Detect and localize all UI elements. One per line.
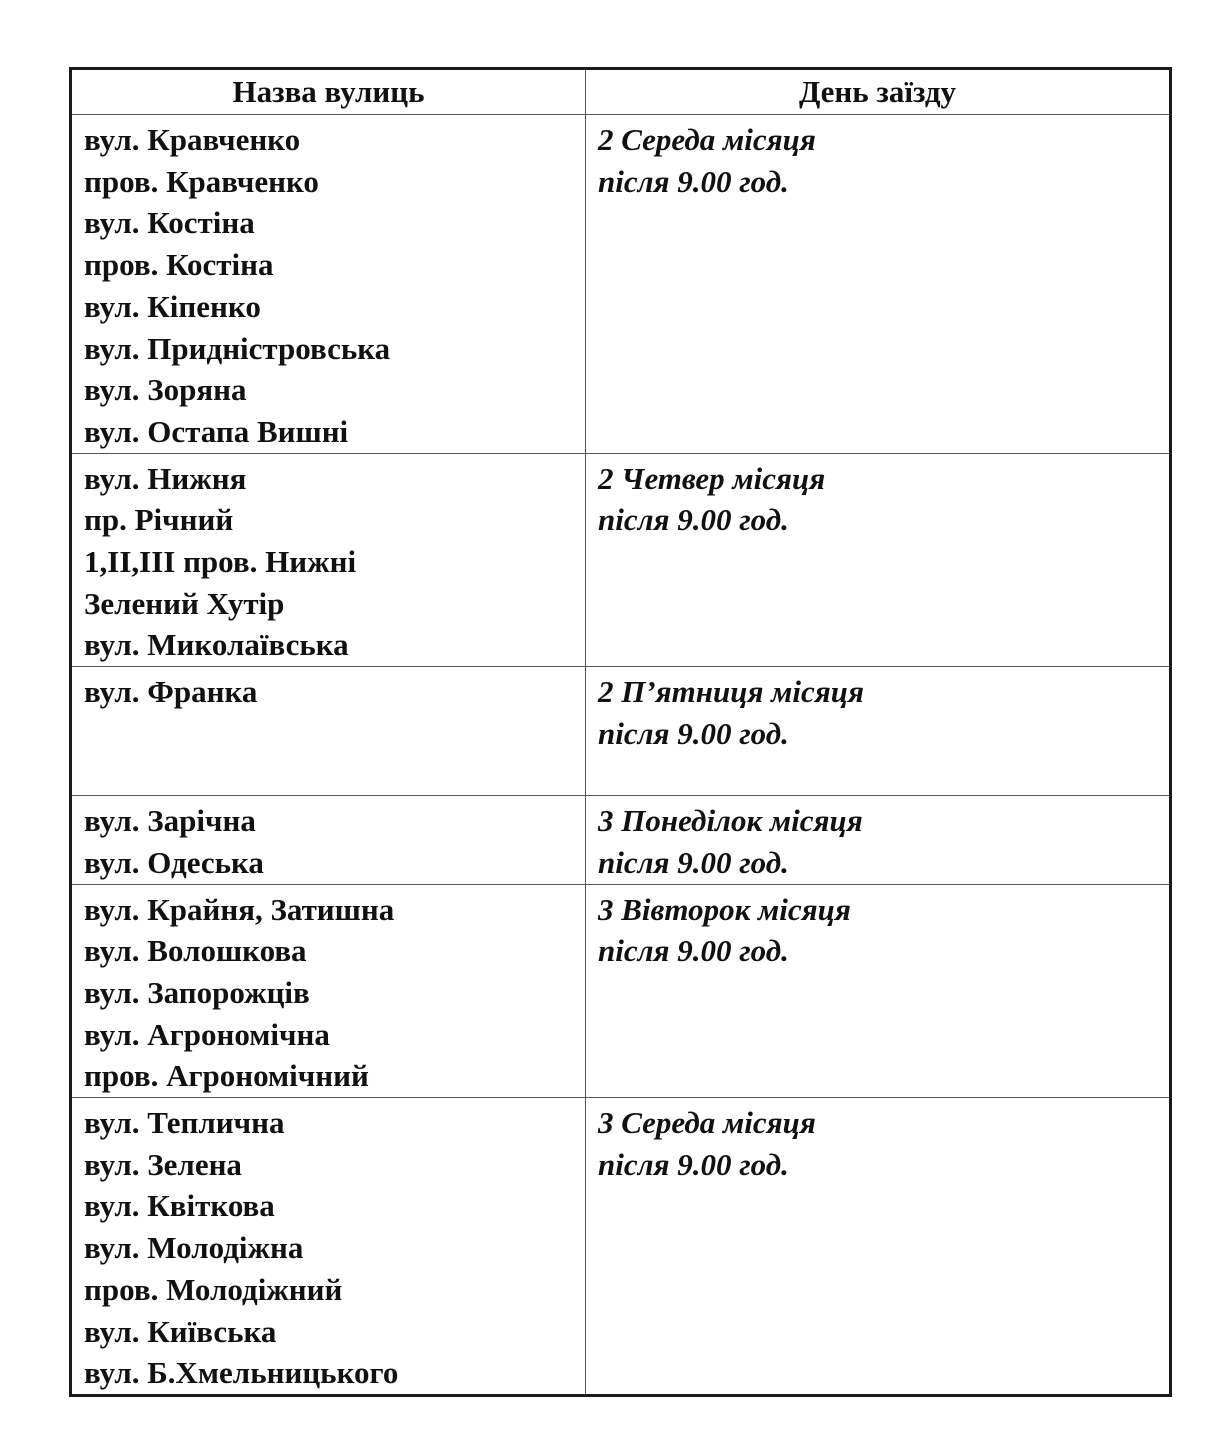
header-row — [71, 69, 1171, 115]
street-name: вул. Агрономічна — [84, 1016, 330, 1052]
street-name: вул. Одеська — [84, 844, 264, 880]
table-row — [71, 667, 1171, 796]
street-name: вул. Запорожців — [84, 974, 310, 1010]
arrival-time: після 9.00 год. — [598, 163, 789, 199]
street-list-cell — [71, 667, 586, 796]
street-name: вул. Крайня, Затишна — [84, 891, 395, 927]
street-name: вул. Кіпенко — [84, 288, 261, 324]
street-name: вул. Теплична — [84, 1105, 285, 1141]
street-name: пров. Молодіжний — [84, 1271, 343, 1307]
street-name: вул. Волошкова — [84, 933, 307, 969]
street-name: вул. Б.Хмельницького — [84, 1355, 399, 1391]
street-name: вул. Молодіжна — [84, 1230, 304, 1266]
street-name: Зелений Хутір — [84, 585, 285, 621]
street-list-cell — [71, 115, 586, 454]
street-list-cell — [71, 796, 586, 884]
street-name: вул. Зарічна — [84, 803, 256, 839]
arrival-day: 3 Середа місяця — [598, 1105, 816, 1141]
arrival-day-cell — [586, 884, 1171, 1098]
header-street-names: Назва вулиць — [71, 69, 586, 115]
arrival-day: 3 Вівторок місяця — [598, 891, 851, 927]
schedule-table — [69, 67, 1172, 1397]
arrival-day-cell — [586, 115, 1171, 454]
arrival-time: після 9.00 год. — [598, 502, 789, 538]
street-list-cell — [71, 1098, 586, 1396]
table-body — [71, 115, 1171, 1396]
street-list-cell — [71, 453, 586, 667]
street-name: вул. Остапа Вишні — [84, 413, 349, 449]
arrival-day: 2 Середа місяця — [598, 122, 816, 157]
arrival-day-cell — [586, 796, 1171, 884]
table-row — [71, 453, 1171, 667]
street-name: вул. Київська — [84, 1313, 277, 1349]
arrival-day-cell — [586, 1098, 1171, 1396]
street-name: вул. Нижня — [84, 460, 247, 496]
street-name: 1,ІІ,ІІІ пров. Нижні — [84, 544, 357, 580]
street-name: пров. Агрономічний — [84, 1058, 369, 1094]
arrival-time: після 9.00 год. — [598, 933, 789, 969]
street-name: вул. Костіна — [84, 205, 255, 241]
street-name: пров. Костіна — [84, 247, 274, 283]
street-name: вул. Квіткова — [84, 1188, 275, 1224]
arrival-time: після 9.00 год. — [598, 1146, 789, 1182]
arrival-day: 2 Четвер місяця — [598, 460, 826, 496]
arrival-day-cell — [586, 453, 1171, 667]
street-name: вул. Франка — [84, 674, 258, 710]
table-row — [71, 796, 1171, 884]
street-name: вул. Зелена — [84, 1146, 242, 1182]
header-arrival-day: День заїзду — [586, 69, 1171, 115]
arrival-day: 2 П’ятниця місяця — [598, 674, 864, 710]
street-name: вул. Кравченко — [84, 122, 301, 157]
table-header — [71, 69, 1171, 115]
street-list-cell — [71, 884, 586, 1098]
arrival-time: після 9.00 год. — [598, 844, 789, 880]
table-row — [71, 115, 1171, 454]
street-name: вул. Зоряна — [84, 372, 247, 408]
arrival-day-cell — [586, 667, 1171, 796]
table-row — [71, 884, 1171, 1098]
street-name: вул. Придністровська — [84, 330, 391, 366]
street-name: пр. Річний — [84, 502, 234, 538]
street-name: вул. Миколаївська — [84, 627, 349, 663]
arrival-time: після 9.00 год. — [598, 715, 789, 751]
street-name: пров. Кравченко — [84, 163, 319, 199]
table-row — [71, 1098, 1171, 1396]
arrival-day: 3 Понеділок місяця — [598, 803, 863, 839]
